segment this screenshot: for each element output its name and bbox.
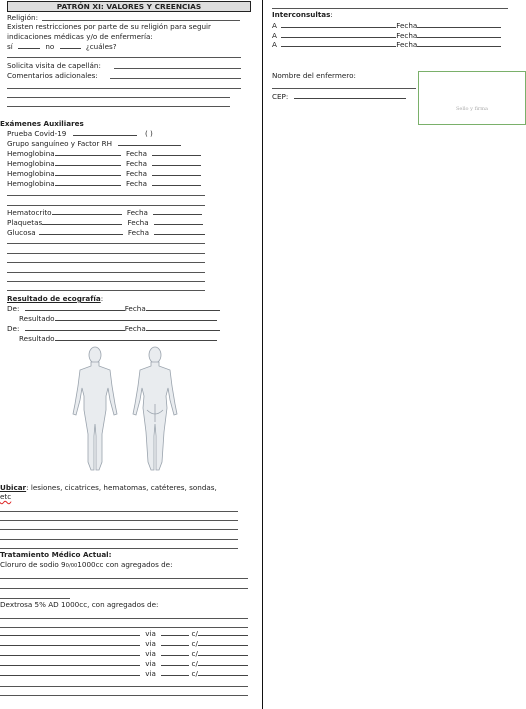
frequency-field[interactable] (198, 629, 248, 636)
lab-label: Hemoglobina (7, 179, 55, 188)
via-row (0, 659, 248, 667)
date-label: Fecha (126, 179, 148, 188)
lab-row (7, 208, 202, 216)
lab-row (7, 179, 201, 187)
blank-line[interactable] (0, 618, 248, 619)
via-field[interactable] (161, 629, 189, 636)
date-field[interactable] (146, 304, 220, 311)
lab-value-field[interactable] (55, 169, 121, 176)
locate-etc: etc (0, 492, 12, 501)
cep-field[interactable] (294, 92, 406, 99)
blank-line[interactable] (7, 195, 205, 196)
date-label: Fecha (124, 324, 146, 333)
lab-row (7, 149, 201, 157)
locate-row (0, 484, 217, 491)
which-label: ¿cuáles? (85, 42, 117, 51)
lab-row (7, 218, 203, 226)
lab-value-field[interactable] (52, 208, 122, 215)
lab-value-field[interactable] (55, 149, 121, 156)
frequency-label: c/ (191, 669, 198, 678)
auxiliary-exams-title: Exámenes Auxiliares (0, 119, 84, 128)
sodium-chloride-fraction: 0/00 (65, 563, 78, 569)
date-label: Fecha (126, 159, 148, 168)
blood-group-row (7, 139, 181, 147)
body-back-figure (133, 347, 177, 470)
blank-line[interactable] (7, 290, 205, 291)
section-header-box (7, 1, 251, 12)
lab-value-field[interactable] (55, 179, 121, 186)
sodium-chloride-rest: 1000cc con agregados de: (77, 560, 173, 569)
nurse-name-field[interactable] (272, 88, 416, 89)
nurse-name-label: Nombre del enfermero: (272, 71, 356, 80)
result-row (19, 334, 217, 342)
date-label: Fecha (127, 218, 149, 227)
comments-line-2[interactable] (7, 88, 241, 89)
stamp-signature-label: Sello y firma (455, 106, 489, 112)
via-label: via (145, 659, 156, 668)
blank-line[interactable] (0, 598, 70, 599)
date-field[interactable] (154, 228, 205, 235)
date-label: Fecha (126, 169, 148, 178)
interconsult-title-row (272, 11, 333, 18)
via-field[interactable] (161, 669, 189, 676)
date-field[interactable] (153, 208, 202, 215)
blank-line[interactable] (0, 588, 248, 589)
to-field[interactable] (281, 40, 396, 47)
blank-line[interactable] (7, 205, 205, 206)
locate-title: Ubicar (0, 483, 27, 492)
blank-line[interactable] (7, 262, 205, 263)
blank-line[interactable] (0, 539, 238, 540)
blank-line[interactable] (7, 253, 205, 254)
via-row (0, 669, 248, 677)
lab-label: Glucosa (7, 228, 36, 237)
result-label: Resultado (19, 314, 55, 323)
via-row (0, 649, 248, 657)
blank-line[interactable] (0, 529, 238, 530)
section-header-title: PATRÓN XI: VALORES Y CREENCIAS (56, 2, 202, 11)
religion-label: Religión: (7, 13, 39, 22)
from-field[interactable] (25, 304, 125, 311)
lab-value-field[interactable] (39, 228, 123, 235)
lab-label: Hemoglobina (7, 149, 55, 158)
interconsult-row (272, 31, 501, 39)
lab-value-field[interactable] (55, 159, 121, 166)
date-field[interactable] (152, 169, 201, 176)
from-label: De: (7, 304, 20, 313)
frequency-field[interactable] (198, 659, 248, 666)
restrictions-detail-field[interactable] (7, 57, 241, 58)
locate-text: : lesiones, cicatrices, hematomas, catéteres, sondas, (26, 483, 217, 492)
chaplain-label: Solicita visita de capellán: (7, 61, 101, 70)
lab-row (7, 228, 205, 236)
yes-field[interactable] (18, 42, 40, 49)
frequency-field[interactable] (198, 669, 248, 676)
date-label: Fecha (127, 228, 149, 237)
date-label: Fecha (396, 40, 418, 49)
from-label: De: (7, 324, 20, 333)
blank-line[interactable] (0, 627, 248, 628)
comments-line-3[interactable] (7, 97, 230, 98)
frequency-field[interactable] (198, 639, 248, 646)
ultrasound-title: Resultado de ecografía (7, 294, 101, 303)
restrictions-question-line1: Existen restricciones por parte de su religión para seguir (7, 22, 212, 31)
via-field[interactable] (161, 659, 189, 666)
religion-field[interactable] (42, 20, 240, 21)
blank-line[interactable] (7, 272, 205, 273)
date-field[interactable] (417, 31, 501, 38)
blank-line[interactable] (0, 686, 248, 687)
lab-label: Plaquetas (7, 218, 43, 227)
via-label: via (145, 639, 156, 648)
medication-field[interactable] (0, 659, 140, 666)
result-row (19, 314, 217, 322)
via-field[interactable] (161, 639, 189, 646)
comments-field[interactable] (110, 78, 241, 79)
date-label: Fecha (396, 21, 418, 30)
column-divider (262, 0, 263, 709)
chaplain-field[interactable] (114, 68, 241, 69)
interconsult-row (272, 40, 501, 48)
frequency-field[interactable] (198, 649, 248, 656)
lab-label: Hemoglobina (7, 159, 55, 168)
medication-field[interactable] (0, 669, 140, 676)
ultrasound-colon: : (100, 294, 104, 303)
interconsult-row (272, 21, 501, 29)
blood-group-field[interactable] (118, 139, 181, 146)
ultrasound-row (7, 304, 220, 312)
body-diagram[interactable] (66, 344, 186, 476)
to-field[interactable] (281, 31, 396, 38)
blank-line[interactable] (0, 578, 248, 579)
result-field[interactable] (55, 334, 217, 341)
to-label: A (272, 40, 277, 49)
to-field[interactable] (281, 21, 396, 28)
frequency-label: c/ (191, 659, 198, 668)
blank-line[interactable] (0, 548, 238, 549)
no-label: no (45, 42, 55, 51)
no-field[interactable] (60, 42, 81, 49)
yes-label: sí (7, 42, 13, 51)
sodium-chloride-row (0, 561, 173, 569)
date-field[interactable] (152, 149, 201, 156)
sodium-chloride-label: Cloruro de sodio 9 (0, 560, 66, 569)
date-label: Fecha (396, 31, 418, 40)
lab-label: Hemoglobina (7, 169, 55, 178)
date-label: Fecha (126, 149, 148, 158)
medication-field[interactable] (0, 629, 140, 636)
covid-paren[interactable]: ( ) (144, 129, 153, 138)
ultrasound-title-row (7, 295, 103, 302)
covid-field[interactable] (73, 129, 137, 136)
date-field[interactable] (417, 40, 501, 47)
interconsult-colon: : (330, 10, 333, 19)
date-field[interactable] (154, 218, 203, 225)
date-field[interactable] (417, 21, 501, 28)
via-row (0, 629, 248, 637)
yes-no-row (7, 42, 117, 50)
date-label: Fecha (126, 208, 148, 217)
treatment-title: Tratamiento Médico Actual: (0, 550, 112, 559)
comments-line-4[interactable] (7, 106, 230, 107)
lab-value-field[interactable] (42, 218, 122, 225)
top-rule (272, 8, 508, 9)
interconsult-title: Interconsultas (272, 10, 331, 19)
blank-line[interactable] (7, 281, 205, 282)
via-label: via (145, 629, 156, 638)
body-front-figure (73, 347, 117, 470)
date-field[interactable] (152, 159, 201, 166)
via-label: via (145, 649, 156, 658)
stamp-signature-box[interactable] (418, 71, 526, 125)
blood-group-label: Grupo sanguíneo y Factor RH (7, 139, 113, 148)
frequency-label: c/ (191, 649, 198, 658)
covid-label: Prueba Covid-19 (7, 129, 67, 138)
blank-line[interactable] (0, 520, 238, 521)
blank-line[interactable] (0, 695, 248, 696)
to-label: A (272, 21, 277, 30)
result-label: Resultado (19, 334, 55, 343)
lab-row (7, 169, 201, 177)
ultrasound-row (7, 324, 220, 332)
restrictions-question-line2: indicaciones médicas y/o de enfermería: (7, 32, 153, 41)
date-label: Fecha (124, 304, 146, 313)
via-label: via (145, 669, 156, 678)
date-field[interactable] (146, 324, 220, 331)
blank-line[interactable] (0, 511, 238, 512)
date-field[interactable] (152, 179, 201, 186)
result-field[interactable] (55, 314, 217, 321)
from-field[interactable] (25, 324, 125, 331)
frequency-label: c/ (191, 629, 198, 638)
via-field[interactable] (161, 649, 189, 656)
cep-row (272, 92, 406, 100)
blank-line[interactable] (7, 243, 205, 244)
lab-row (7, 159, 201, 167)
frequency-label: c/ (191, 639, 198, 648)
medication-field[interactable] (0, 649, 140, 656)
cep-label: CEP: (272, 92, 289, 101)
via-row (0, 639, 248, 647)
lab-label: Hematocrito (7, 208, 52, 217)
medication-field[interactable] (0, 639, 140, 646)
to-label: A (272, 31, 277, 40)
dextrose-label: Dextrosa 5% AD 1000cc, con agregados de: (0, 600, 159, 609)
covid-row (7, 129, 153, 137)
comments-label: Comentarios adicionales: (7, 71, 98, 80)
